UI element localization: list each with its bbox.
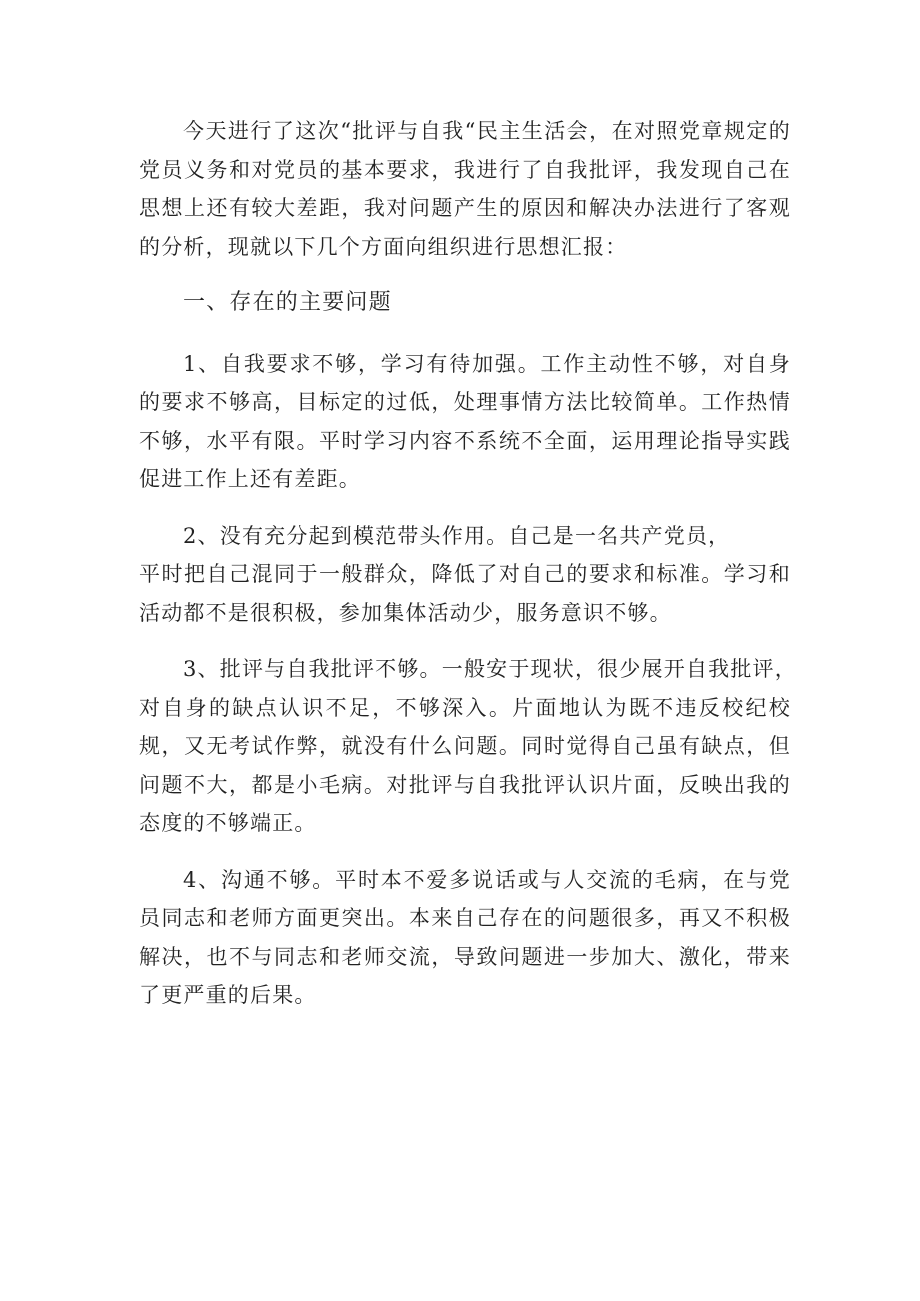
item-2-first-line: 2、没有充分起到模范带头作用。自己是一名共产党员， bbox=[183, 523, 731, 548]
document-body bbox=[139, 112, 797, 1033]
item-3-rest: 对自身的缺点认识不足，不够深入。片面地认为既不违反校纪校规，又无考试作弊，就没有什么问题。同时觉得自己虽有缺点，但问题不大，都是小毛病。对批评与自我批评认识片面，反映出我的态度的不够端正。 bbox=[139, 695, 791, 835]
item-3-paragraph bbox=[139, 650, 797, 843]
item-1-paragraph: 1、自我要求不够，学习有待加强。工作主动性不够，对自身的要求不够高，目标定的过低，处理事情方法比较简单。工作热情不够，水平有限。平时学习内容不系统不全面，运用理论指导实践促进工作上还有差距。 bbox=[139, 351, 791, 491]
section-heading: 一、存在的主要问题 bbox=[183, 290, 392, 315]
item-2-rest: 平时把自己混同于一般群众，降低了对自己的要求和标准。学习和活动都不是很积极，参加集体活动少，服务意识不够。 bbox=[139, 562, 791, 625]
item-3-first-line: 3、批评与自我批评不够。一般安于现状，很少展开自我批评， bbox=[183, 657, 797, 681]
item-4-paragraph: 4、沟通不够。平时本不爱多说话或与人交流的毛病，在与党员同志和老师方面更突出。本来自己存在的问题很多，再又不积极解决，也不与同志和老师交流，导致问题进一步加大、激化，带来了更严重的后果。 bbox=[139, 867, 791, 1007]
item-2-paragraph bbox=[139, 517, 791, 633]
intro-paragraph: 今天进行了这次“批评与自我“民主生活会，在对照党章规定的党员义务和对党员的基本要求，我进行了自我批评，我发现自己在思想上还有较大差距，我对问题产生的原因和解决办法进行了客观的分析，现就以下几个方面向组织进行思想汇报： bbox=[139, 119, 791, 259]
